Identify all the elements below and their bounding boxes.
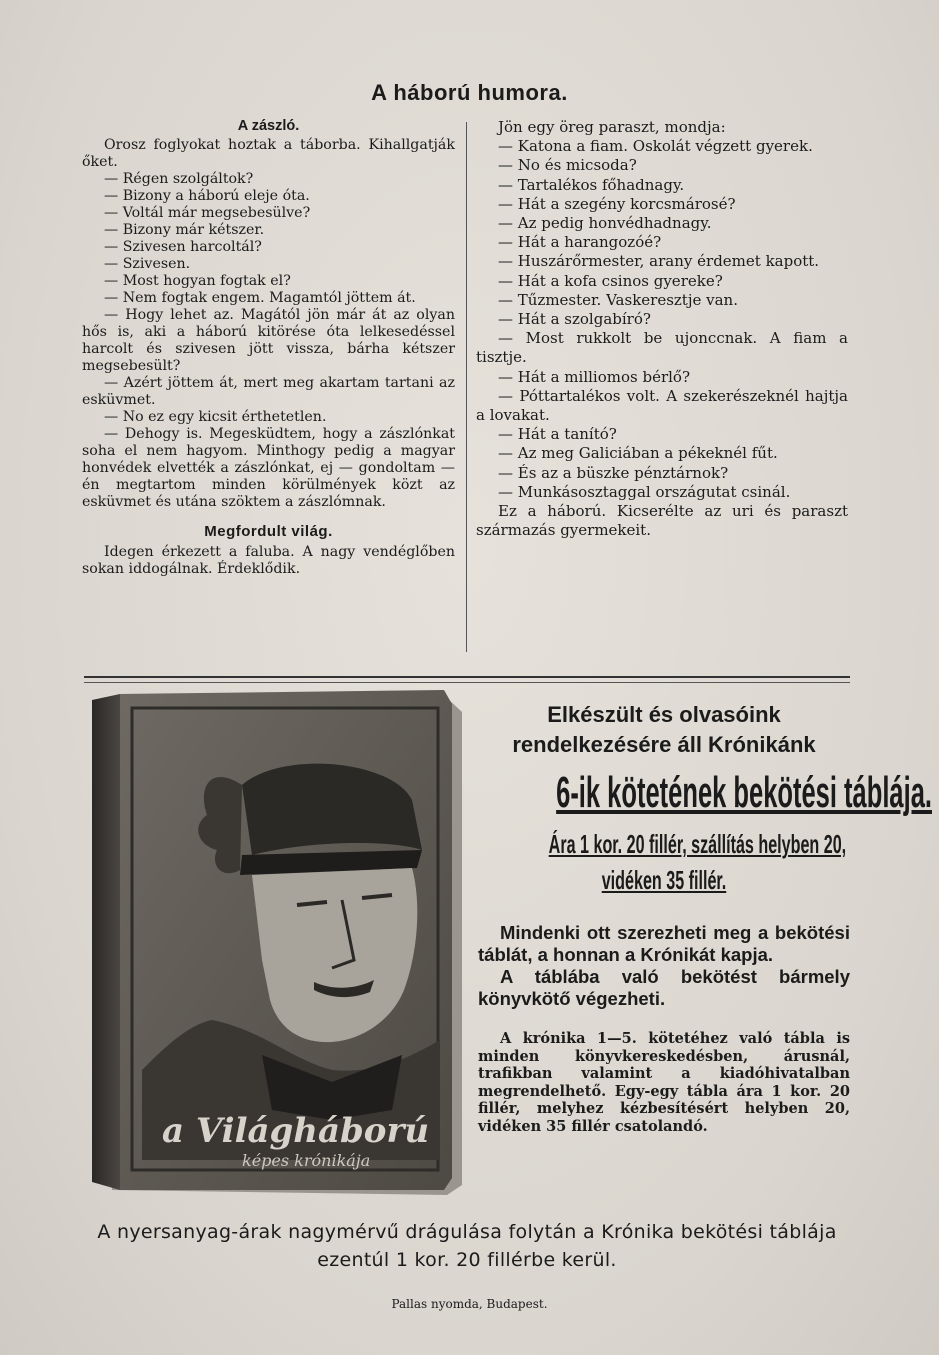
paragraph: — Hát a szegény korcsmárosé? [498, 194, 736, 213]
book-subtitle-text: képes krónikája [242, 1151, 371, 1170]
right-column [476, 118, 848, 540]
paragraph: — Hát a szolgabíró? [498, 310, 651, 329]
paragraph: — Tűzmester. Vaskeresztje van. [498, 290, 738, 309]
paragraph: — Az pedig honvédhadnagy. [498, 214, 712, 233]
paragraph: — Dehogy is. Megesküdtem, hogy a zászlónkat soha el nem hagyom. Minthogy pedig a magyar honvédek elvették a zászlónkat, ej — gondoltam — én megtartom minden körülmények közt az esküvmet és utána szöktem a zászlómnak. [82, 426, 455, 510]
paragraph: — Nem fogtak engem. Magamtól jöttem át. [104, 290, 416, 306]
paragraph: — Szivesen harcoltál? [104, 239, 262, 255]
advert-body [478, 922, 850, 1010]
section-title-zaszlo: A zászló. [237, 118, 300, 134]
paragraph: — És az a büszke pénztárnok? [498, 463, 729, 482]
left-column [82, 118, 455, 578]
paragraph: — Most hogyan fogtak el? [104, 273, 291, 289]
price-notice: A nyersanyag-árak nagymérvű drágulása folytán a Krónika bekötési táblája ezentúl 1 kor. 20 fillérbe kerül. [97, 1221, 837, 1271]
section-title-megfordult-vilag: Megfordult világ. [204, 523, 333, 540]
paragraph: — Most rukkolt be ujonccnak. A fiam a tisztje. [476, 329, 848, 367]
section-rule [84, 676, 850, 678]
section-rule-thin [84, 682, 850, 683]
paragraph: — Póttartalékos volt. A szekerészeknél hajtja a lovakat. [476, 386, 848, 425]
paragraph: — Katona a fiam. Oskolát végzett gyerek. [498, 137, 813, 156]
paragraph: Idegen érkezett a faluba. A nagy vendéglőben sokan iddogálnak. Érdeklődik. [82, 544, 455, 577]
paragraph: — Bizony már kétszer. [104, 222, 265, 238]
advert-big-line: 6-ik kötetének bekötési táblája. [556, 768, 932, 817]
paragraph: — Azért jöttem át, mert meg akartam tartani az esküvmet. [82, 375, 455, 408]
paragraph: — No ez egy kicsit érthetetlen. [104, 409, 327, 425]
advert-body-paragraph: A táblába való bekötést bármely könyvkötő végezheti. [478, 966, 850, 1009]
paragraph: — Régen szolgáltok? [104, 171, 254, 187]
printer-imprint: Pallas nyomda, Budapest. [391, 1297, 548, 1311]
paragraph: — Hát a milliomos bérlő? [498, 367, 690, 386]
paragraph: — Huszárőrmester, arany érdemet kapott. [498, 252, 820, 271]
paragraph: Orosz foglyokat hoztak a táborba. Kihallgatják őket. [82, 137, 455, 170]
advert-price-line: Ára 1 kor. 20 fillér, szállítás helyben 20, [548, 829, 847, 859]
paragraph: — Szivesen. [104, 256, 191, 272]
advert-small-paragraph: A krónika 1—5. kötetéhez való tábla is minden könyvkereskedésben, árusnál, trafikban valamint a kiadóhivatalban megrendelhető. Egy-egy tábla ára 1 kor. 20 fillér, melyhez kézbesítésért helyben 20, vidéken 35 fillér csatolandó. [478, 1030, 850, 1135]
paragraph: — No és micsoda? [498, 156, 637, 175]
book-cover-illustration [92, 690, 467, 1195]
paragraph: — Bizony a háború eleje óta. [104, 188, 310, 204]
advert-body-paragraph: Mindenki ott szerezheti meg a bekötési táblát, a honnan a Krónikát kapja. [478, 922, 850, 965]
paragraph: — Az meg Galiciában a pékeknél fűt. [498, 444, 778, 463]
paragraph: — Hát a tanító? [498, 425, 617, 444]
advert-small-print [478, 1030, 850, 1135]
advert-price-line-2: vidéken 35 fillér. [601, 865, 727, 895]
paragraph: Jön egy öreg paraszt, mondja: [498, 118, 726, 136]
paragraph: — Hogy lehet az. Magától jön már át az olyan hős is, aki a háború kitörése óta lelkesedéssel harcolt és szivesen jött vissza, bárha kétszer megsebesült? [82, 307, 455, 374]
advert-headline: Elkészült és olvasóink rendelkezésére áll Krónikánk [512, 702, 816, 757]
book-title-text: a Világháború [162, 1111, 430, 1151]
paragraph: — Tartalékos főhadnagy. [498, 175, 685, 194]
paragraph: — Munkásosztaggal országutat csinál. [498, 482, 791, 501]
advert-block [478, 700, 932, 1135]
column-divider [466, 122, 467, 652]
paragraph: — Voltál már megsebesülve? [104, 205, 311, 221]
paragraph: Ez a háború. Kicserélte az uri és paraszt származás gyermekeit. [476, 502, 848, 540]
paragraph: — Hát a kofa csinos gyereke? [498, 271, 723, 290]
page-title: A háború humora. [371, 80, 568, 105]
paragraph: — Hát a harangozóé? [498, 233, 662, 252]
